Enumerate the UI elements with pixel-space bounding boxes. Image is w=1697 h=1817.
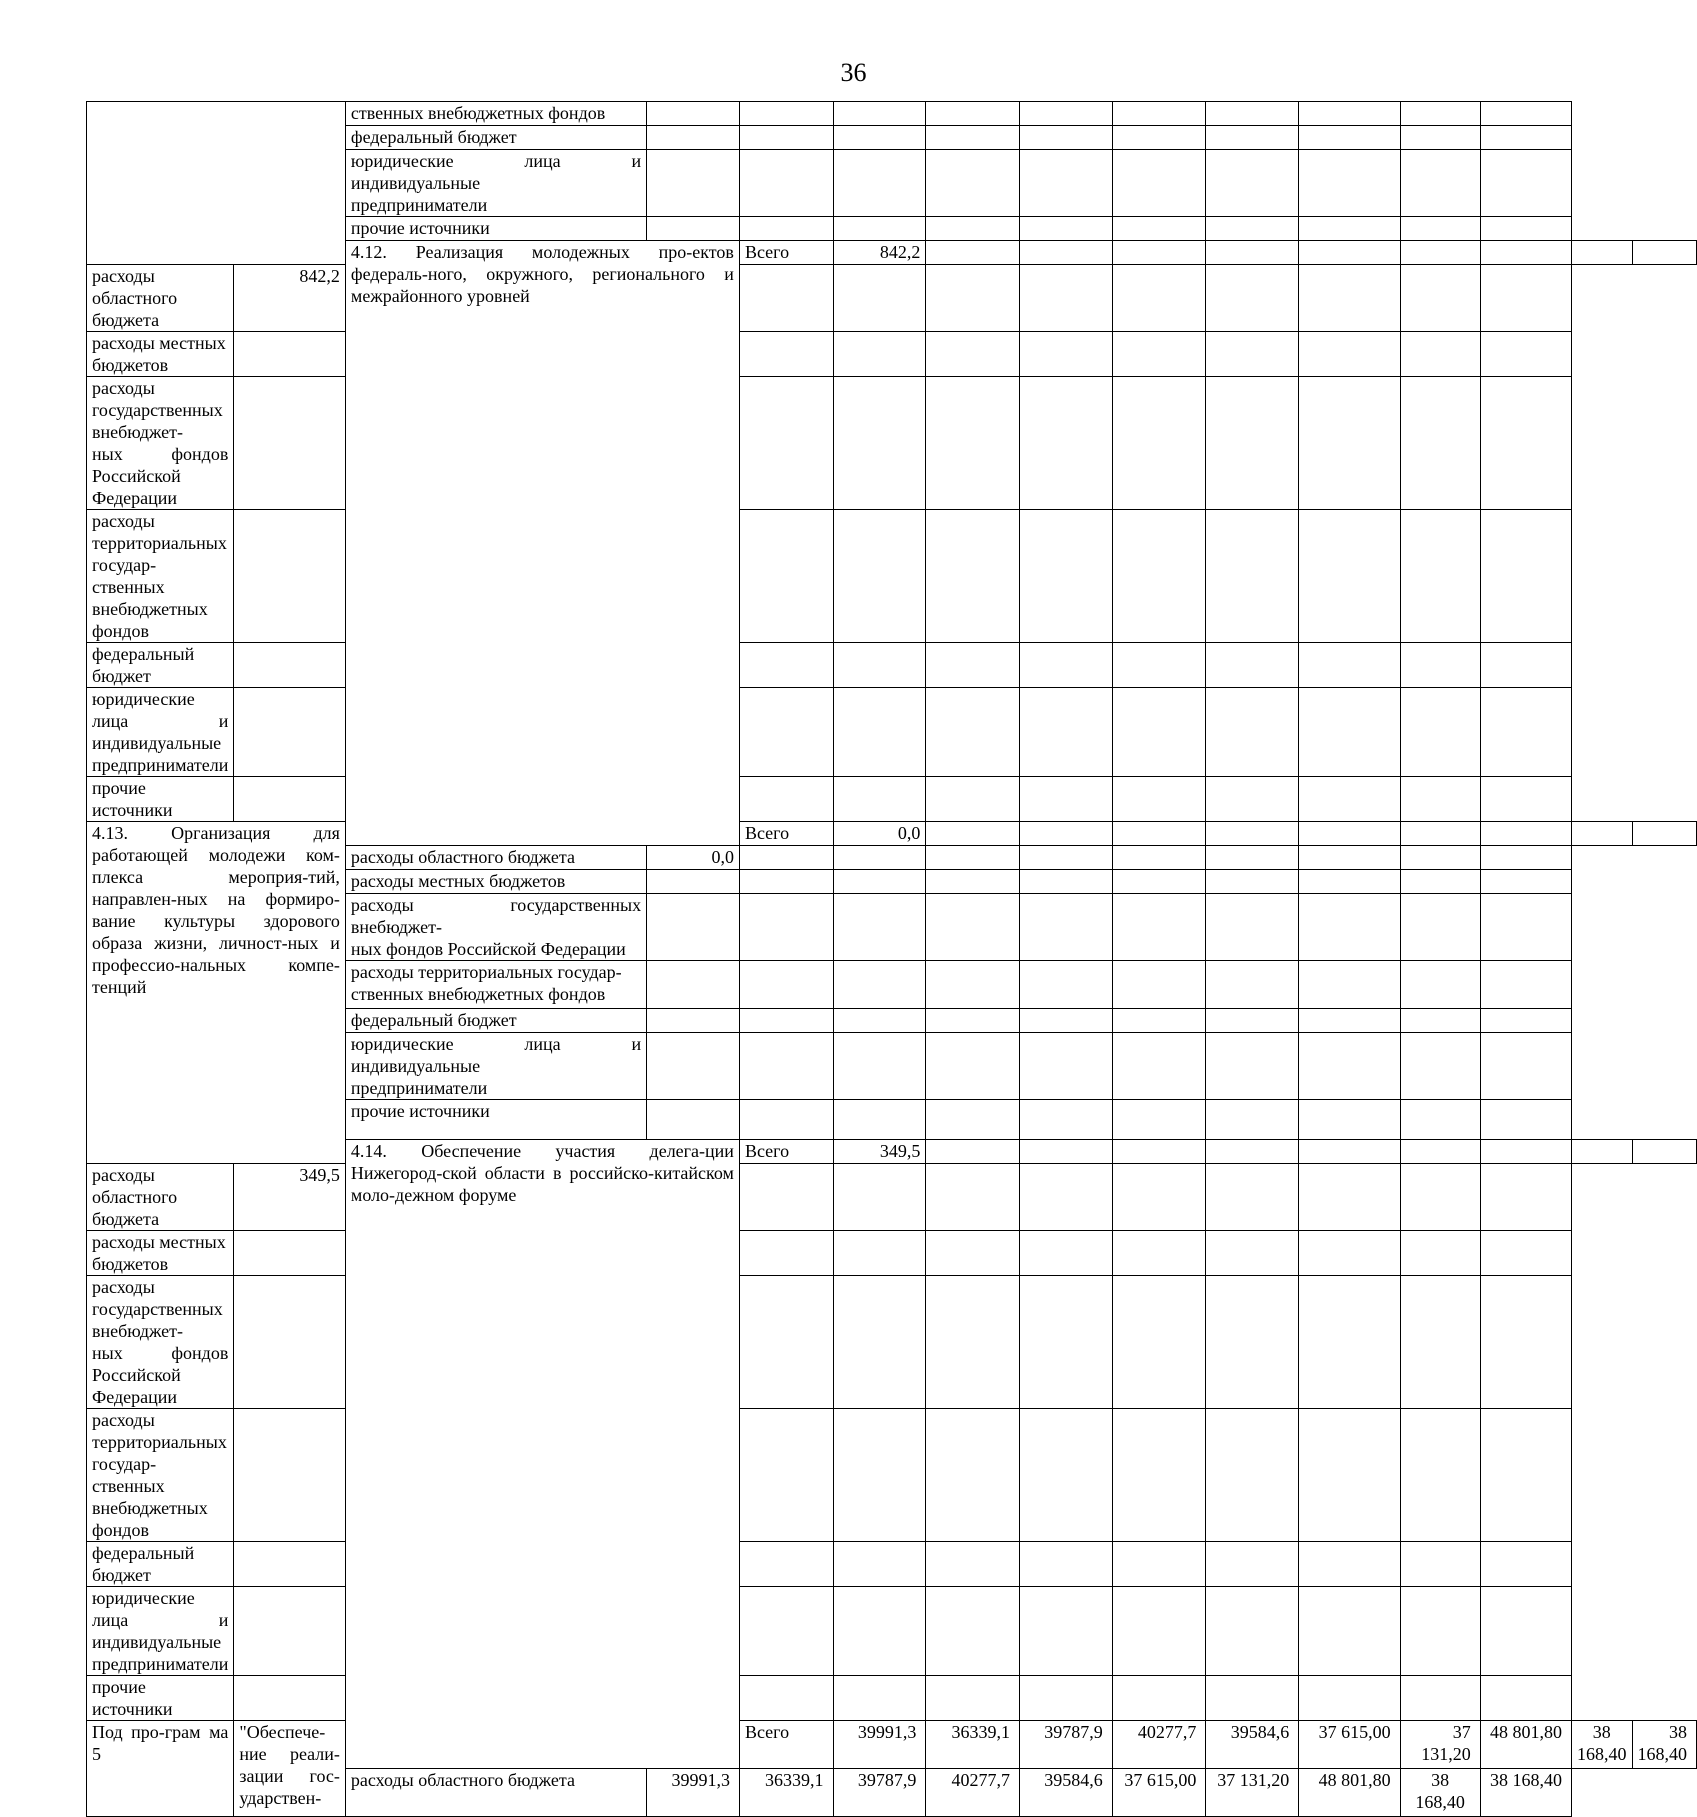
page-number: 36	[840, 58, 867, 87]
source-label: Всего	[739, 1140, 833, 1164]
value-cell: 38 168,40	[1572, 1721, 1633, 1769]
source-label: Всего	[739, 1721, 833, 1769]
value-cell: 39584,6	[1206, 1721, 1299, 1769]
value-cell: 37 131,20	[1400, 1721, 1480, 1769]
source-label: расходы местных бюджетов	[345, 870, 646, 894]
value-cell: 36339,1	[739, 1769, 833, 1817]
value-cell: 39787,9	[1019, 1721, 1112, 1769]
table-row	[87, 688, 1697, 777]
section-name-4-14: 4.14. Обеспечение участия делега-ции Нижегород-ской области в российско-китайском моло-дежном форуме	[345, 1140, 739, 1769]
section-name-4-12: 4.12. Реализация молодежных про-ектов федераль-ного, окружного, регионального и межрайонного уровней	[345, 241, 739, 846]
source-label: расходы территориальных государ- ственных внебюджетных фондов	[87, 1409, 234, 1542]
value-cell: 40277,7	[926, 1769, 1020, 1817]
source-label: федеральный бюджет	[345, 126, 646, 150]
table-row	[87, 1164, 1697, 1231]
table-row	[87, 1231, 1697, 1276]
value-cell: 0,0	[833, 822, 926, 846]
table-row	[87, 822, 1697, 846]
table-row	[87, 643, 1697, 688]
value-cell: 39991,3	[647, 1769, 740, 1817]
source-label: федеральный бюджет	[87, 1542, 234, 1587]
table-row	[87, 265, 1697, 332]
value-cell: 48 801,80	[1480, 1721, 1571, 1769]
table-row	[87, 332, 1697, 377]
value-cell: 38 168,40	[1480, 1769, 1571, 1817]
source-label: расходы областного бюджета	[87, 265, 234, 332]
source-label: расходы территориальных государ- ственных внебюджетных фондов	[345, 961, 646, 1009]
source-label: расходы государственных внебюджет- ных фондов Российской Федерации	[87, 1276, 234, 1409]
value-cell: 48 801,80	[1299, 1769, 1400, 1817]
source-label: ственных внебюджетных фондов	[345, 102, 646, 126]
value-cell: 40277,7	[1112, 1721, 1206, 1769]
source-label: юридические лица и индивидуальные предприниматели	[345, 1033, 646, 1100]
source-label: федеральный бюджет	[87, 643, 234, 688]
source-label: федеральный бюджет	[345, 1009, 646, 1033]
table-row	[87, 1587, 1697, 1676]
source-label: юридические лица и индивидуальные предприниматели	[87, 1587, 234, 1676]
source-label: прочие источники	[345, 1100, 646, 1140]
table-row	[87, 1409, 1697, 1542]
source-label: расходы местных бюджетов	[87, 332, 234, 377]
value-cell: 39991,3	[833, 1721, 926, 1769]
source-label: расходы территориальных государ- ственных внебюджетных фондов	[87, 510, 234, 643]
source-label: прочие источники	[87, 777, 234, 822]
value-cell: 349,5	[833, 1140, 926, 1164]
table-row	[87, 777, 1697, 822]
table-row	[87, 102, 1697, 126]
source-label: расходы областного бюджета	[345, 1769, 646, 1817]
table-row	[87, 1542, 1697, 1587]
table-row	[87, 1721, 1697, 1769]
section-name-4-13: 4.13. Организация для работающей молодежи ком-плекса мероприя-тий, направлен-ных на формиро-вание культуры здорового образа жизни, личност-ных и профессио-нальных компе-тенций	[87, 822, 346, 1164]
value-cell: 39584,6	[1019, 1769, 1112, 1817]
value-cell: 0,0	[647, 846, 740, 870]
financing-table	[86, 101, 1697, 1817]
value-cell: 842,2	[234, 265, 346, 332]
value-cell: 38 168,40	[1400, 1769, 1480, 1817]
table-row	[87, 1276, 1697, 1409]
value-cell: 36339,1	[926, 1721, 1020, 1769]
table-row	[87, 510, 1697, 643]
source-label: расходы областного бюджета	[345, 846, 646, 870]
value-cell: 38 168,40	[1632, 1721, 1697, 1769]
source-label: Всего	[739, 822, 833, 846]
value-cell: 37 615,00	[1299, 1721, 1400, 1769]
source-label: Всего	[739, 241, 833, 265]
source-label: юридические лица и индивидуальные предприниматели	[87, 688, 234, 777]
table-row	[87, 1676, 1697, 1721]
section-name-continued	[87, 102, 346, 265]
source-label: расходы государственных внебюджет- ных фондов Российской Федерации	[345, 894, 646, 961]
subprogram-code: Под про-грам ма 5	[87, 1721, 234, 1817]
table-row	[87, 377, 1697, 510]
value-cell: 842,2	[833, 241, 926, 265]
source-label: прочие источники	[87, 1676, 234, 1721]
source-label: расходы областного бюджета	[87, 1164, 234, 1231]
subprogram-name: "Обеспече-ние реали-зации гос-ударствен-	[234, 1721, 346, 1817]
source-label: расходы местных бюджетов	[87, 1231, 234, 1276]
source-label: прочие источники	[345, 217, 646, 241]
source-label: расходы государственных внебюджет- ных фондов Российской Федерации	[87, 377, 234, 510]
value-cell: 37 131,20	[1206, 1769, 1299, 1817]
source-label: юридические лица и индивидуальные предприниматели	[345, 150, 646, 217]
value-cell: 37 615,00	[1112, 1769, 1206, 1817]
value-cell: 39787,9	[833, 1769, 926, 1817]
value-cell: 349,5	[234, 1164, 346, 1231]
